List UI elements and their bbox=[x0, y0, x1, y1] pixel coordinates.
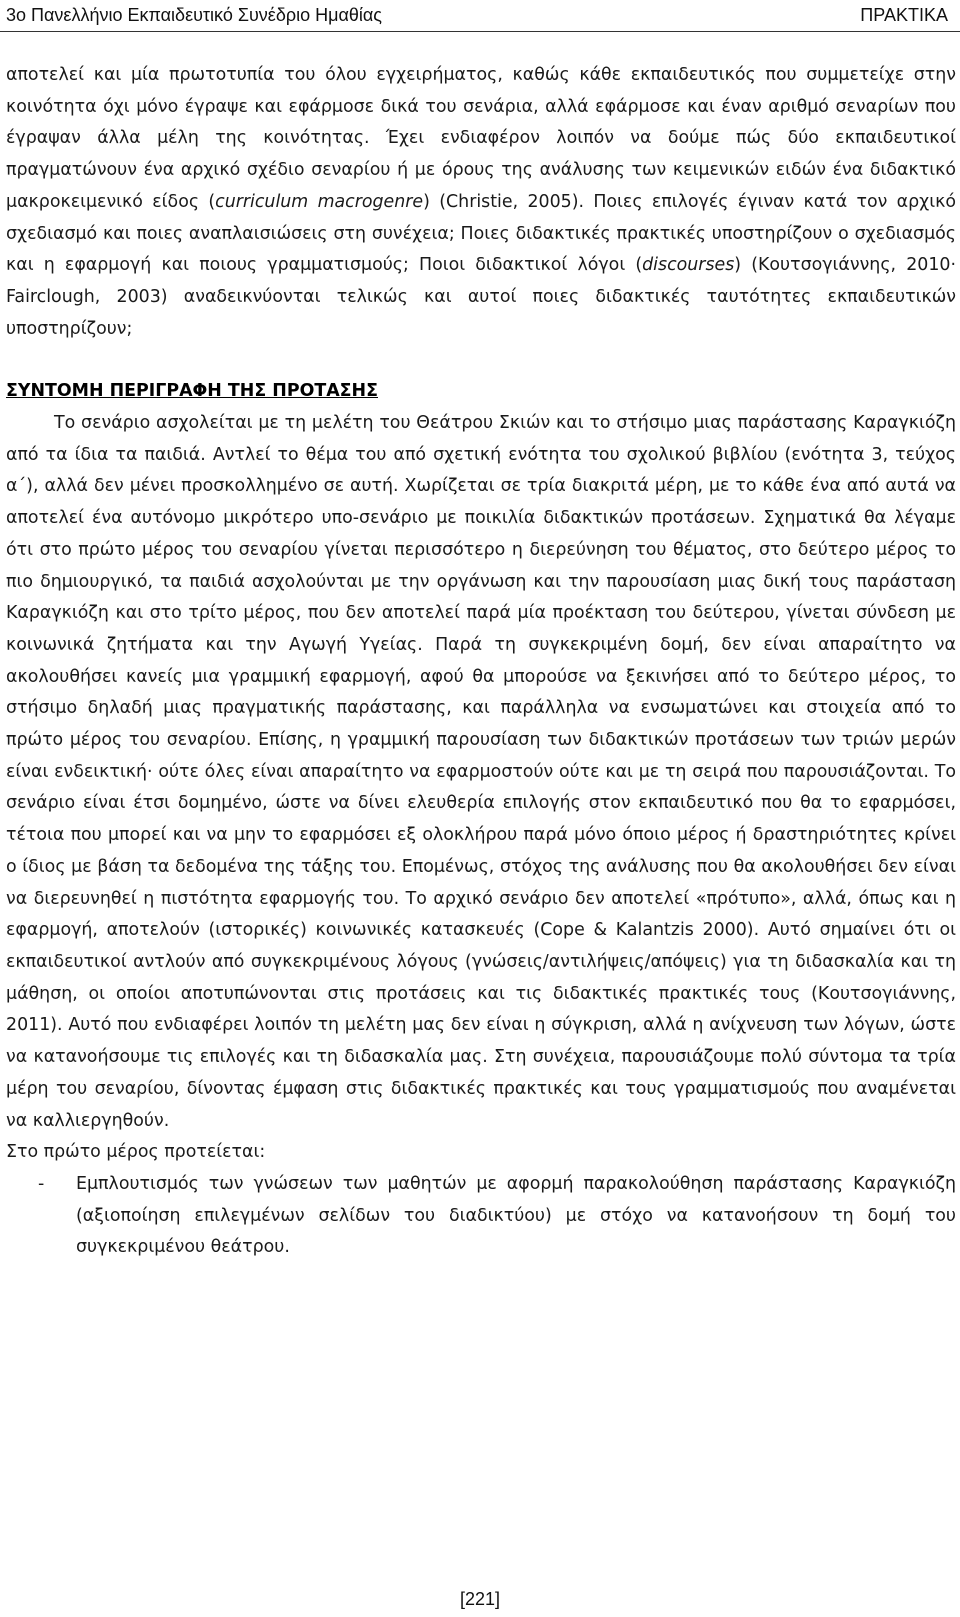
intro-text-1: αποτελεί και μία πρωτοτυπία του όλου εγχειρήματος, καθώς κάθε εκπαιδευτικός που συμμετείχε στην κοινότητα όχι μόνο έγραψε και εφάρμοσε δικά του σενάρια, αλλά εφάρμοσε και έναν αριθμό σεναρίων που έγραψαν άλλα μέλη της κοινότητας. Έχει ενδιαφέρον λοιπόν να δούμε πώς δύο εκπαιδευτικοί πραγματώνουν ένα αρχικό σχέδιο σεναρίου ή με όρους της ανάλυσης των κειμενικών ειδών ένα διδακτικό μακροκειμενικό είδος ( bbox=[6, 65, 956, 212]
page-header bbox=[6, 0, 948, 30]
document-body bbox=[6, 60, 956, 1264]
description-paragraph: Το σενάριο ασχολείται με τη μελέτη του Θεάτρου Σκιών και το στήσιμο μιας παράστασης Καραγκιόζη από τα ίδια τα παιδιά. Αντλεί το θέμα του από σχετική ενότητα του σχολικού βιβλίου (ενότητα 3, τεύχος α΄), αλλά δεν μένει προσκολλημένο σε αυτή. Χωρίζεται σε τρία διακριτά μέρη, με το κάθε ένα από αυτά να αποτελεί ένα αυτόνομο μικρότερο υπο-σενάριο με ποικιλία διδακτικών προτάσεων. Σχηματικά θα λέγαμε ότι στο πρώτο μέρος του σεναρίου γίνεται περισσότερο η διερεύνηση του θέματος, στο δεύτερο μέρος το πιο δημιουργικό, τα παιδιά ασχολούνται με την οργάνωση και την παρουσίαση μιας δική τους παράσταση Καραγκιόζη και στο τρίτο μέρος, που δεν αποτελεί παρά μία προέκταση του δεύτερου, γίνεται σύνδεση με κοινωνικά ζητήματα και την Αγωγή Υγείας. Παρά τη συγκεκριμένη δομή, δεν είναι απαραίτητο να ακολουθήσει κανείς μια γραμμική εφαρμογή, αφού θα μπορούσε να ξεκινήσει από το δεύτερο μέρος, το στήσιμο δηλαδή μιας πραγματικής παράστασης, και παράλληλα να ενσωματώνει και στοιχεία από το πρώτο μέρος του σεναρίου. Επίσης, η γραμμική παρουσίαση των διδακτικών προτάσεων των τριών μερών είναι ενδεικτική· ούτε όλες είναι απαραίτητο να εφαρμοστούν ούτε και με τη σειρά που παρουσιάζονται. Το σενάριο είναι έτσι δομημένο, ώστε να δίνει ελευθερία επιλογής στον εκπαιδευτικό που θα το εφαρμόσει, τέτοια που μπορεί και να μην το εφαρμόσει εξ ολοκλήρου παρά μόνο όποιο μέρος ή δραστηριότητες κρίνει ο ίδιος με βάση τα δεδομένα της τάξης του. Επομένως, στόχος της ανάλυσης που θα ακολουθήσει δεν είναι να διερευνηθεί η πιστότητα εφαρμογής του. Το αρχικό σενάριο δεν αποτελεί «πρότυπο», αλλά, όπως και η εφαρμογή, αποτελούν (ιστορικές) κοινωνικές κατασκευές (Cope & Kalantzis 2000). Αυτό σημαίνει ότι οι εκπαιδευτικοί αντλούν από συγκεκριμένους λόγους (γνώσεις/αντιλήψεις/απόψεις) για τη διδασκαλία και τη μάθηση, οι οποίοι αποτυπώνονται στις προτάσεις και τις διδακτικές πρακτικές τους (Κουτσογιάννης, 2011). Αυτό που ενδιαφέρει λοιπόν τη μελέτη μας δεν είναι η σύγκριση, αλλά η ανίχνευση των λόγων, ώστε να κατανοήσουμε τις επιλογές και τη διδασκαλία μας. Στη συνέχεια, παρουσιάζουμε πολύ σύντομα τα τρία μέρη του σεναρίου, δίνοντας έμφαση στις διδακτικές πρακτικές και τους γραμματισμούς που αναμένεται να καλλιεργηθούν. bbox=[6, 413, 956, 1131]
intro-term-discourses: discourses bbox=[642, 255, 735, 276]
list-item-text: Εμπλουτισμός των γνώσεων των μαθητών με αφορμή παρακολούθηση παράστασης Καραγκιόζη (αξιοποίηση επιλεγμένων σελίδων του διαδικτύου) με στόχο να κατανοήσουν τη δομή του συγκεκριμένου θεάτρου. bbox=[76, 1173, 956, 1258]
list-item bbox=[6, 1169, 956, 1264]
section-label: ΠΡΑΚΤΙΚΑ bbox=[860, 4, 948, 25]
first-part-intro: Στο πρώτο μέρος προτείεται: bbox=[6, 1142, 266, 1163]
conference-title: 3ο Πανελλήνιο Εκπαιδευτικό Συνέδριο Ημαθίας bbox=[6, 4, 382, 25]
header-divider bbox=[0, 31, 960, 32]
section-heading: ΣΥΝΤΟΜΗ ΠΕΡΙΓΡΑΦΗ ΤΗΣ ΠΡΟΤΑΣΗΣ bbox=[6, 381, 378, 402]
intro-text-3: ) (Κουτσογιάννης, 2010· Fairclough, 2003) αναδεικνύονται τελικώς και αυτοί ποιες διδακτικές ταυτότητες εκπαιδευτικών υποστηρίζουν; bbox=[6, 255, 956, 339]
intro-paragraph bbox=[6, 60, 956, 345]
intro-term-macrogenre: curriculum macrogenre bbox=[215, 191, 424, 212]
intro-text-2: ) (Christie, 2005). Ποιες επιλογές έγιναν κατά τον αρχικό σχεδιασμό και ποιες αναπλαισιώσεις στη συνέχεια; Ποιες διδακτικές πρακτικές υποστηρίζουν ο σχεδιασμός και η εφαρμογή και ποιους γραμματισμούς; Ποιοι διδακτικοί λόγοι ( bbox=[6, 191, 956, 276]
list-dash: - bbox=[38, 1173, 45, 1194]
page-number: [221] bbox=[459, 1589, 501, 1609]
